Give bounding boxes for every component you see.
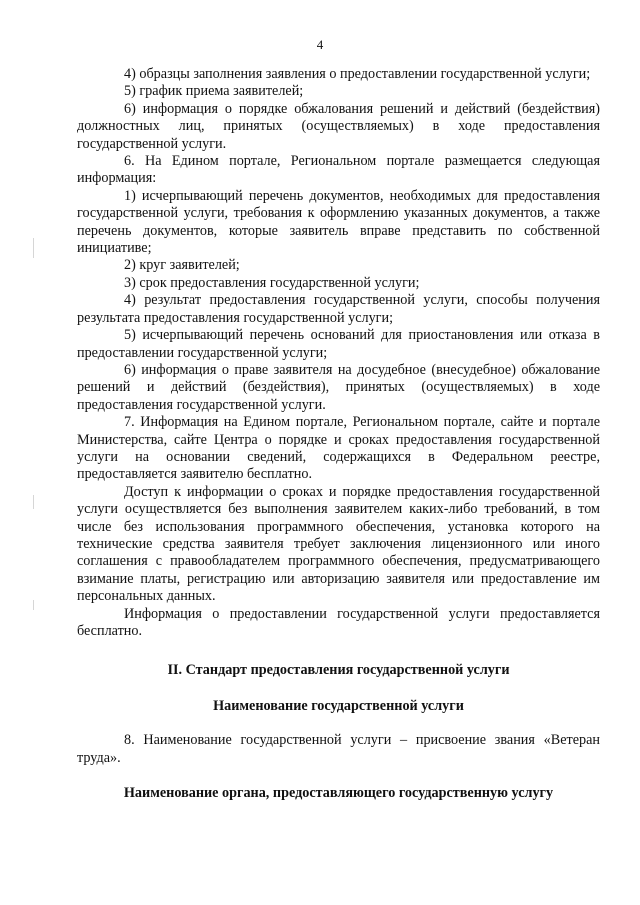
document-body	[77, 66, 600, 802]
list-item: 6) информация о порядке обжалования решений и действий (бездействия) должностных лиц, принятых (осуществляемых) в ходе предоставления государственной услуги.	[77, 100, 600, 152]
list-item: 1) исчерпывающий перечень документов, необходимых для предоставления государственной услуги, требования к оформлению указанных документов, а также перечень документов, которые заявитель вправе представить по собственной инициативе;	[77, 187, 600, 257]
subsection-heading: Наименование государственной услуги	[213, 697, 464, 714]
section-heading: II. Стандарт предоставления государственной услуги	[167, 662, 510, 679]
scan-margin-mark	[33, 495, 34, 509]
list-item: 5) график приема заявителей;	[124, 83, 304, 100]
list-item: 2) круг заявителей;	[124, 257, 240, 274]
list-item: 5) исчерпывающий перечень оснований для приостановления или отказа в предоставлении государственной услуги;	[77, 327, 600, 361]
paragraph: 8. Наименование государственной услуги – присвоение звания «Ветеран труда».	[77, 732, 600, 766]
list-item: 6) информация о праве заявителя на досудебное (внесудебное) обжалование решений и действий (бездействия), принятых (осуществляемых) в ходе предоставления государственной услуги.	[77, 361, 600, 413]
list-item: 3) срок предоставления государственной услуги;	[124, 274, 420, 291]
list-item: 4) образцы заполнения заявления о предоставлении государственной услуги;	[124, 66, 591, 82]
scan-margin-mark	[33, 600, 34, 610]
paragraph: 7. Информация на Едином портале, Региональном портале, сайте и портале Министерства, сайте Центра о порядке и сроках предоставления государственной услуги на основании сведений, содержащихся в Федеральном реестре, предоставляется заявителю бесплатно.	[77, 414, 600, 483]
list-item: 4) результат предоставления государственной услуги, способы получения результата предоставления государственной услуги;	[77, 292, 600, 326]
paragraph: Доступ к информации о сроках и порядке предоставления государственной услуги осуществляется без выполнения заявителем каких-либо требований, в том числе без использования программного обеспечения, установка которого на технические средства заявителя требует заключения лицензионного или иного соглашения с правообладателем программного обеспечения, предусматривающего взимание платы, регистрацию или авторизацию заявителя или предоставление им персональных данных.	[77, 483, 600, 605]
paragraph: Информация о предоставлении государственной услуги предоставляется бесплатно.	[77, 605, 600, 639]
subsection-heading: Наименование органа, предоставляющего государственную услугу	[123, 785, 554, 802]
scan-margin-mark	[33, 238, 34, 258]
page-number: 4	[316, 37, 324, 52]
paragraph: 6. На Едином портале, Региональном портале размещается следующая информация:	[77, 153, 600, 187]
